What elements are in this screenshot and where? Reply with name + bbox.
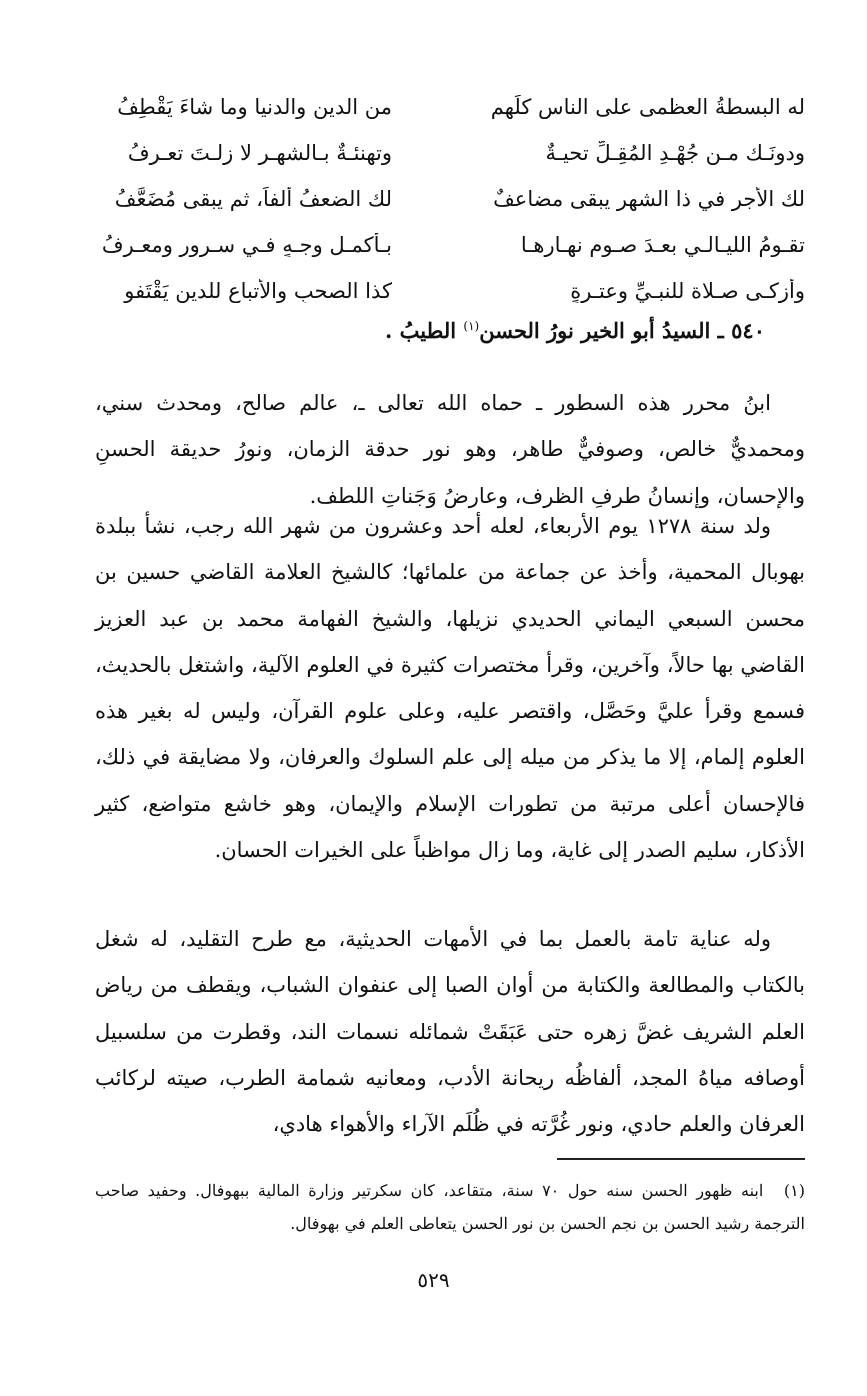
poem-verse <box>95 130 805 176</box>
verse-first-hemistich: تقـومُ الليـالـي بعـدَ صـومِ نهـارِهـا <box>520 233 805 257</box>
poem-verse <box>95 84 805 130</box>
entry-title-suffix: الطيبُ . <box>385 318 457 343</box>
verse-second-hemistich: وتهنئـةٌ بـالشهـر لا زلـتَ تعـرفُ <box>127 141 392 165</box>
verse-first-hemistich: لك الأجر في ذا الشهر يبقى مضاعفٌ <box>493 187 805 211</box>
body-paragraph-block <box>95 503 805 873</box>
verse-second-hemistich: من الدين والدنيا وما شاءَ يَقْطِفُ <box>117 95 392 119</box>
verse-first-hemistich: وأزكـى صـلاة للنبـيِّ وعتـرةٍ <box>570 279 805 303</box>
footnote-separator <box>557 1158 805 1160</box>
body-paragraph-block <box>95 916 805 1147</box>
footnote-reference[interactable]: (١) <box>463 319 480 333</box>
entry-title-text: ـ السيدُ أبو الخير نورُ الحسن <box>479 318 724 343</box>
verse-first-hemistich: ودونَـك مـن جُهْـدِ المُقِـلِّ تحيـةٌ <box>545 141 805 165</box>
body-paragraph: وله عناية تامة بالعمل بما في الأمهات الحديثية، مع طرح التقليد، له شغل بالكتاب والمطالعة والكتابة من أوان الصبا إلى عنفوان الشباب، ويقطف من رياض العلم الشريف غضَّ زهره حتى عَبَقَتْ شمائله نسمات الند، وقطرت من سلسبيل أوصافه مياهُ المجد، ألفاظُه ريحانة الأدب، ومعانيه شمامة الطرب، صيته لركائب العرفان والعلم حادي، ونور غُرَّته في ظُلَم الآراء والأهواء هادي، <box>95 927 805 1137</box>
page-number: ٥٢٩ <box>417 1268 450 1292</box>
entry-number: ٥٤٠ <box>731 318 765 343</box>
footnote-number: (١) <box>783 1181 805 1200</box>
entry-heading <box>95 318 805 343</box>
verse-second-hemistich: بـأكمـلِ وجـهٍ فـي سـرورٍ ومعـرفُ <box>101 233 392 257</box>
poem-verse <box>95 222 805 268</box>
body-paragraph: ولد سنة ١٢٧٨ يوم الأربعاء، لعله أحد وعشرون من شهر الله رجب، نشأ ببلدة بهوبال المحمية، وأخذ عن جماعة من علمائها؛ كالشيخ العلامة القاضي حسين بن محسن السبعي اليماني الحديدي نزيلها، والشيخ الفهامة محمد بن عبد العزيز القاضي بها حالاً، وآخرين، وقرأ مختصرات كثيرة في العلوم الآلية، واشتغل بالحديث، فسمع وقرأ عليَّ وحَصَّل، واقتصر عليه، وعلى علوم القرآن، وليس له بغير هذه العلوم إلمام، إلا ما يذكر من ميله إلى علم السلوك والعرفان، ولا مضايقة في ذلك، فالإحسان أعلى مرتبة من تطورات الإسلام والإيمان، وهو خاشع متواضع، كثير الأذكار، سليم الصدر إلى غاية، وما زال مواظباً على الخيرات الحسان. <box>95 514 805 863</box>
body-paragraph-block <box>95 380 805 519</box>
footnote-text: ابنه ظهور الحسن سنه حول ٧٠ سنة، متقاعد، كان سكرتير وزارة المالية ببهوفال. وحفيد صاحب الترجمة رشيد الحسن بن نجم الحسن بن نور الحسن يتعاطى العلم في بهوفال. <box>95 1181 805 1233</box>
footnote <box>95 1174 805 1240</box>
verse-first-hemistich: له البسطةُ العظمى على الناس كلِّهم <box>490 95 805 119</box>
verse-second-hemistich: كذا الصحبِ والأتباعِ للدينِ يَقْتَفو <box>124 279 392 303</box>
poem-block <box>95 84 805 314</box>
verse-second-hemistich: لك الضعفُ ألفاً، ثم يبقى مُضَعَّفُ <box>114 187 392 211</box>
poem-verse <box>95 176 805 222</box>
body-paragraph: ابنُ محرر هذه السطور ـ حماه الله تعالى ـ، عالم صالح، ومحدث سني، ومحمديٌّ خالص، وصوفيٌّ طاهر، وهو نور حدقة الزمان، ونورُ حديقة الحسنِ والإحسان، وإنسانُ طرفِ الظرف، وعارضُ وَجَناتِ اللطف. <box>95 391 806 508</box>
poem-verse <box>95 268 805 314</box>
